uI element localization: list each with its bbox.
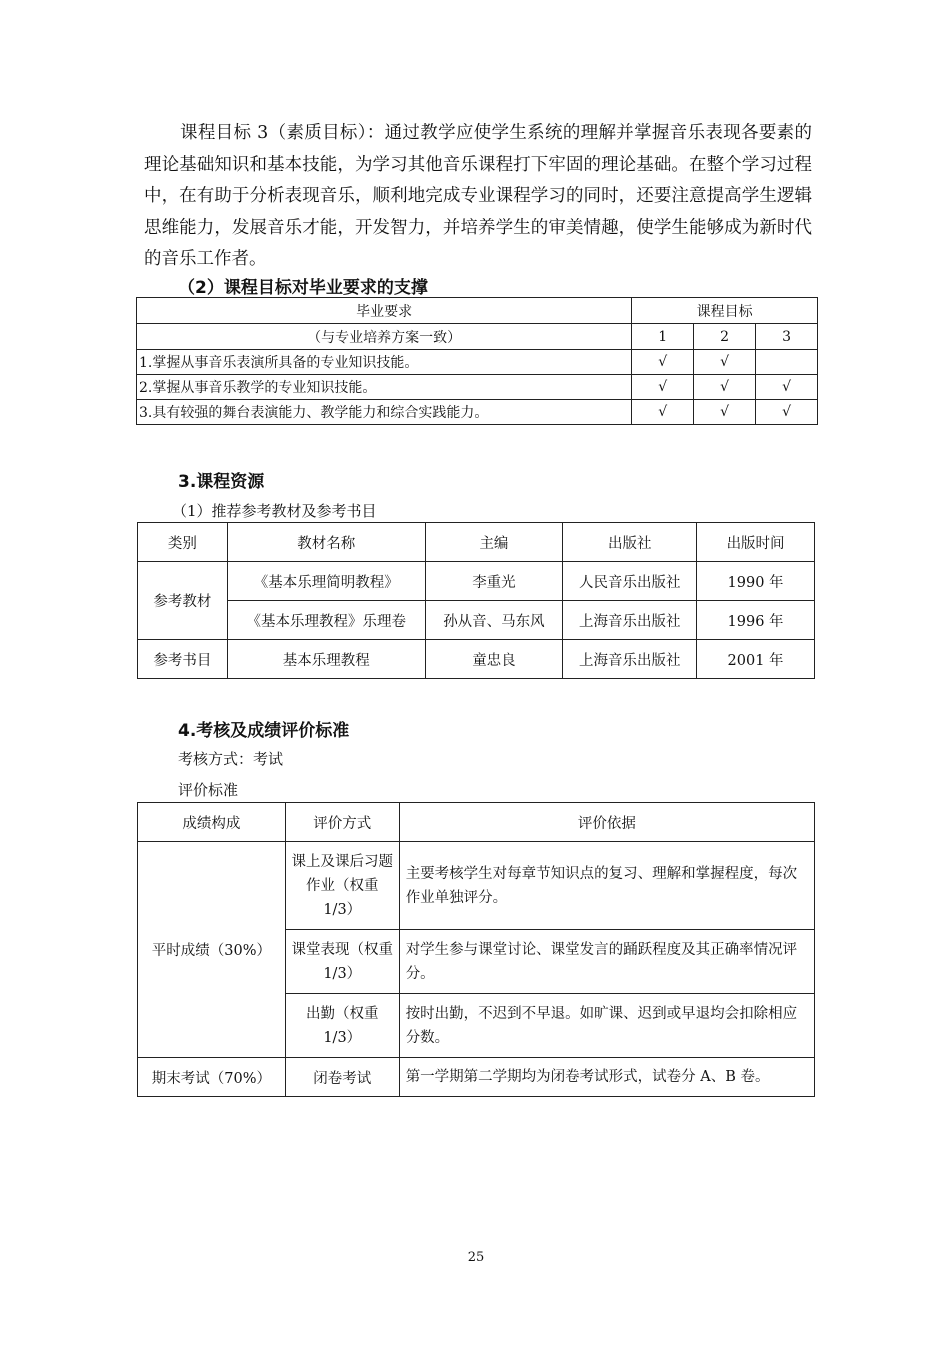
table-row bbox=[138, 1058, 815, 1097]
check-mark: √ bbox=[694, 375, 756, 400]
requirement-cell: 2.掌握从事音乐教学的专业知识技能。 bbox=[137, 375, 632, 400]
header-grade-composition: 成绩构成 bbox=[138, 803, 286, 842]
book-editor: 童忠良 bbox=[425, 640, 563, 679]
usual-grade-cell: 平时成绩（30%） bbox=[138, 842, 286, 1058]
category-textbook: 参考教材 bbox=[138, 562, 228, 640]
header-title: 教材名称 bbox=[227, 523, 425, 562]
section-4-heading: 4.考核及成绩评价标准 bbox=[178, 721, 350, 741]
book-publisher: 上海音乐出版社 bbox=[563, 640, 697, 679]
check-mark: √ bbox=[632, 400, 694, 425]
eval-basis-cell: 对学生参与课堂讨论、课堂发言的踊跃程度及其正确率情况评分。 bbox=[399, 930, 814, 994]
reference-books-table bbox=[137, 522, 815, 679]
section-3-subheading: （1）推荐参考教材及参考书目 bbox=[172, 502, 377, 520]
table-row bbox=[137, 350, 818, 375]
section-3-heading: 3.课程资源 bbox=[178, 472, 265, 492]
book-title: 《基本乐理简明教程》 bbox=[227, 562, 425, 601]
book-year: 1996 年 bbox=[697, 601, 815, 640]
eval-method-cell: 课堂表现（权重 1/3） bbox=[285, 930, 399, 994]
table-row bbox=[138, 640, 815, 679]
eval-basis-cell: 主要考核学生对每章节知识点的复习、理解和掌握程度，每次作业单独评分。 bbox=[399, 842, 814, 930]
check-mark: √ bbox=[694, 400, 756, 425]
eval-method-cell: 出勤（权重 1/3） bbox=[285, 994, 399, 1058]
final-method-cell: 闭卷考试 bbox=[285, 1058, 399, 1097]
course-goal-3-paragraph: 课程目标 3（素质目标）：通过教学应使学生系统的理解并掌握音乐表现各要素的理论基础知识和基本技能，为学习其他音乐课程打下牢固的理论基础。在整个学习过程中，在有助于分析表现音乐，顺利地完成专业课程学习的同时，还要注意提高学生逻辑思维能力，发展音乐才能，开发智力，并培养学生的审美情趣，使学生能够成为新时代的音乐工作者。 bbox=[144, 123, 812, 269]
check-mark: √ bbox=[632, 350, 694, 375]
category-reference: 参考书目 bbox=[138, 640, 228, 679]
book-year: 1990 年 bbox=[697, 562, 815, 601]
eval-method-cell: 课上及课后习题作业（权重 1/3） bbox=[285, 842, 399, 930]
table-row bbox=[138, 842, 815, 930]
header-requirement-sub: （与专业培养方案一致） bbox=[137, 324, 632, 350]
eval-basis-cell: 按时出勤，不迟到不早退。如旷课、迟到或早退均会扣除相应分数。 bbox=[399, 994, 814, 1058]
evaluation-table bbox=[137, 802, 815, 1097]
evaluation-criteria-label: 评价标准 bbox=[178, 781, 239, 799]
header-eval-basis: 评价依据 bbox=[399, 803, 814, 842]
section-2-heading: （2）课程目标对毕业要求的支撑 bbox=[178, 278, 428, 298]
header-course-goals: 课程目标 bbox=[632, 298, 818, 324]
book-year: 2001 年 bbox=[697, 640, 815, 679]
goal-col-3: 3 bbox=[756, 324, 818, 350]
goal-col-2: 2 bbox=[694, 324, 756, 350]
book-publisher: 人民音乐出版社 bbox=[563, 562, 697, 601]
table-row bbox=[138, 601, 815, 640]
book-publisher: 上海音乐出版社 bbox=[563, 601, 697, 640]
header-editor: 主编 bbox=[425, 523, 563, 562]
check-mark: √ bbox=[756, 375, 818, 400]
final-basis-cell: 第一学期第二学期均为闭卷考试形式，试卷分 A、B 卷。 bbox=[399, 1058, 814, 1097]
final-exam-cell: 期末考试（70%） bbox=[138, 1058, 286, 1097]
table-row bbox=[138, 562, 815, 601]
header-publisher: 出版社 bbox=[563, 523, 697, 562]
goal-support-table bbox=[136, 297, 818, 425]
requirement-cell: 3.具有较强的舞台表演能力、教学能力和综合实践能力。 bbox=[137, 400, 632, 425]
check-mark bbox=[756, 350, 818, 375]
header-eval-method: 评价方式 bbox=[285, 803, 399, 842]
book-editor: 李重光 bbox=[425, 562, 563, 601]
check-mark: √ bbox=[632, 375, 694, 400]
page-number: 25 bbox=[467, 1250, 485, 1265]
table-row bbox=[137, 375, 818, 400]
check-mark: √ bbox=[756, 400, 818, 425]
table-row bbox=[137, 400, 818, 425]
assessment-method: 考核方式：考试 bbox=[178, 750, 284, 768]
book-title: 《基本乐理教程》乐理卷 bbox=[227, 601, 425, 640]
header-requirement: 毕业要求 bbox=[137, 298, 632, 324]
requirement-cell: 1.掌握从事音乐表演所具备的专业知识技能。 bbox=[137, 350, 632, 375]
check-mark: √ bbox=[694, 350, 756, 375]
header-category: 类别 bbox=[138, 523, 228, 562]
header-year: 出版时间 bbox=[697, 523, 815, 562]
goal-col-1: 1 bbox=[632, 324, 694, 350]
book-title: 基本乐理教程 bbox=[227, 640, 425, 679]
book-editor: 孙从音、马东风 bbox=[425, 601, 563, 640]
